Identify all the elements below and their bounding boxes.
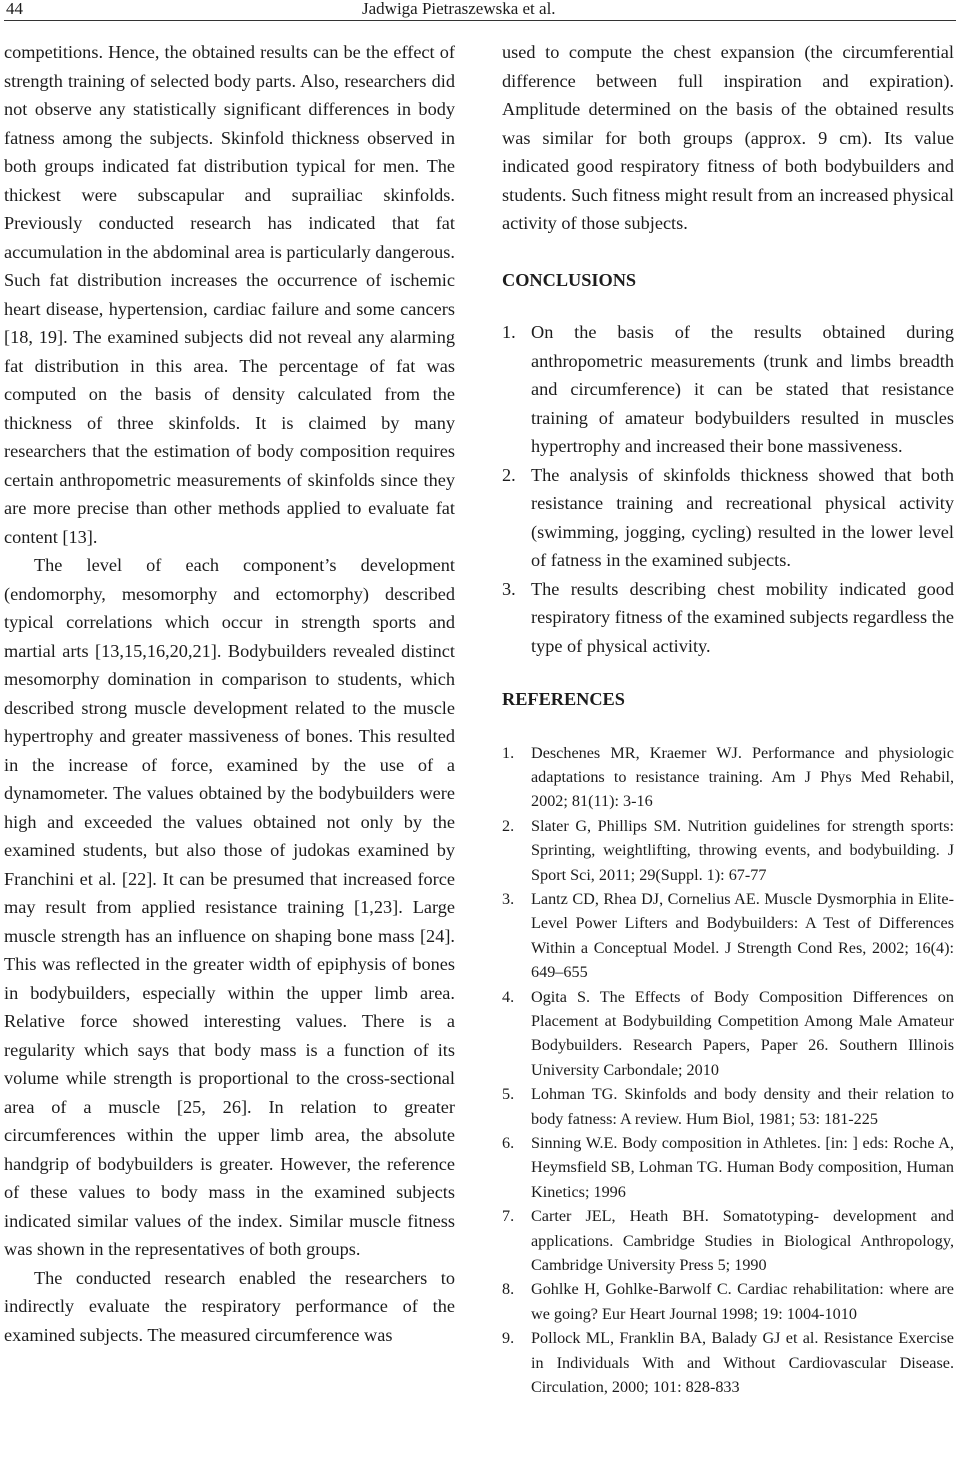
reference-item bbox=[502, 887, 954, 985]
conclusion-text: On the basis of the results obtained during anthropometric measurements (trunk and limbs breadth and circumference) it can be stated that resistance training of amateur bodybuilders resulted in muscles hypertrophy and increased their bone massiveness. bbox=[531, 322, 954, 456]
conclusion-text: The analysis of skinfolds thickness showed that both resistance training and recreational physical activity (swimming, jogging, cycling) resulted in the lower level of fatness in the examined subjects. bbox=[531, 464, 954, 570]
reference-number: 8. bbox=[502, 1280, 515, 1299]
references-list bbox=[502, 741, 954, 1400]
reference-text: Gohlke H, Gohlke-Barwolf C. Cardiac rehabilitation: where are we going? Eur Heart Journal 1998; 19: 1004-1010 bbox=[531, 1280, 954, 1323]
reference-item bbox=[502, 1131, 954, 1204]
body-paragraph: used to compute the chest expansion (the circumferential difference between full inspiration and expiration). Amplitude determined on the basis of the obtained results was similar for both groups (approx. 9 cm). Its value indicated good respiratory fitness of both bodybuilders and students. Such fitness might result from an increased physical activity of those subjects. bbox=[502, 42, 954, 233]
conclusion-item bbox=[502, 575, 954, 661]
reference-text: Pollock ML, Franklin BA, Balady GJ et al. Resistance Exercise in Individuals With and Without Cardiovascular Disease. Circulation, 2000; 101: 828-833 bbox=[531, 1329, 954, 1397]
reference-text: Carter JEL, Heath BH. Somatotyping- development and applications. Cambridge Studies in Biological Anthropology, Cambridge University Press 5; 1990 bbox=[531, 1207, 954, 1275]
body-paragraph: The conducted research enabled the researchers to indirectly evaluate the respiratory performance of the examined subjects. The measured circumference was bbox=[4, 1267, 455, 1345]
reference-number: 2. bbox=[502, 816, 515, 835]
reference-text: Ogita S. The Effects of Body Composition Differences on Placement at Bodybuilding Competition Among Male Amateur Bodybuilders. Research Papers, Paper 26. Southern Illinois University Carbondale; 2010 bbox=[531, 987, 954, 1079]
page-header bbox=[4, 0, 956, 21]
reference-item bbox=[502, 1326, 954, 1399]
reference-text: Slater G, Phillips SM. Nutrition guidelines for strength sports: Sprinting, weightlifting, throwing events, and bodybuilding. J Sport Sci, 2011; 29(Suppl. 1): 67-77 bbox=[531, 816, 954, 884]
reference-number: 4. bbox=[502, 987, 515, 1006]
reference-text: Sinning W.E. Body composition in Athletes. [in: ] eds: Roche A, Heymsfield SB, Lohman TG. Human Body composition, Human Kinetics; 1996 bbox=[531, 1134, 954, 1201]
running-head: Jadwiga Pietraszewska et al. bbox=[362, 0, 556, 18]
reference-text: Lantz CD, Rhea DJ, Cornelius AE. Muscle Dysmorphia in Elite-Level Power Lifters and Bodybuilders: A Test of Differences Within a Conceptual Model. J Strength Cond Res, 2002; 16(4): 649–655 bbox=[531, 889, 954, 982]
body-paragraph: The level of each component’s development (endomorphy, mesomorphy and ectomorphy) described typical correlations which occur in strength sports and martial arts [13,15,16,20,21]. Bodybuilders revealed distinct mesomorphy domination in comparison to students, which described strong muscle development related to the muscle hypertrophy and greater massiveness of bones. This resulted in the increase of force, examined by the use of a dynamometer. The values obtained by the bodybuilders were high and exceeded the values obtained not only by the examined students, but also those of judokas examined by Franchini et al. [22]. It can be presumed that increased force may result from applied resistance training [1,23]. Large muscle strength has an influence on shaping bone mass [24]. This was reflected in the greater width of epiphysis of bones in bodybuilders, especially within the upper limb area. Relative force showed interesting values. There is a regularity which says that body mass is a function of its volume while strength is proportional to the cross-sectional area of a muscle [25, 26]. In relation to greater circumferences within the upper limb area, the absolute handgrip of bodybuilders is greater. However, the reference of these values to body mass in the examined subjects indicated similar values of the index. Similar muscle fitness was shown in the representatives of both groups. bbox=[4, 555, 455, 1259]
reference-item bbox=[502, 814, 954, 887]
reference-item bbox=[502, 1204, 954, 1277]
reference-number: 6. bbox=[502, 1134, 515, 1152]
reference-item bbox=[502, 1082, 954, 1131]
conclusion-number: 3. bbox=[502, 578, 516, 599]
conclusions-list bbox=[502, 318, 954, 660]
conclusions-heading: CONCLUSIONS bbox=[502, 269, 637, 290]
conclusion-item bbox=[502, 461, 954, 575]
right-column bbox=[502, 38, 954, 1399]
reference-number: 5. bbox=[502, 1085, 515, 1104]
conclusion-number: 1. bbox=[502, 322, 516, 342]
reference-number: 3. bbox=[502, 889, 515, 908]
reference-item bbox=[502, 985, 954, 1083]
conclusion-number: 2. bbox=[502, 464, 516, 485]
left-column bbox=[4, 38, 455, 1349]
page-number: 44 bbox=[6, 0, 23, 18]
reference-number: 1. bbox=[502, 743, 515, 762]
body-paragraph: competitions. Hence, the obtained results can be the effect of strength training of selected body parts. Also, researchers did not observe any statistically significant differences in body fatness among the subjects. Skinfold thickness observed in both groups indicated fat distribution typical for men. The thickest were subscapular and suprailiac skinfolds. Previously conducted research has indicated that fat accumulation in the abdominal area is particularly dangerous. Such fat distribution increases the occurrence of ischemic heart disease, hypertension, cardiac failure and some cancers [18, 19]. The examined subjects did not reveal any alarming fat distribution in this area. The percentage of fat was computed on the basis of density calculated from the thickness of three skinfolds. It is claimed by many researchers that the estimation of body composition requires certain anthropometric measurements of skinfolds since they are more precise than other methods applied to evaluate fat content [13]. bbox=[4, 42, 455, 547]
reference-number: 7. bbox=[502, 1207, 515, 1226]
reference-text: Lohman TG. Skinfolds and body density and their relation to body fatness: A review. Hum Biol, 1981; 53: 181-225 bbox=[531, 1085, 954, 1128]
reference-item bbox=[502, 741, 954, 814]
references-heading: REFERENCES bbox=[502, 689, 625, 709]
conclusion-item bbox=[502, 318, 954, 461]
reference-text: Deschenes MR, Kraemer WJ. Performance and physiologic adaptations to resistance training. Am J Phys Med Rehabil, 2002; 81(11): 3-16 bbox=[531, 743, 954, 811]
conclusion-text: The results describing chest mobility indicated good respiratory fitness of the examined subjects regardless the type of physical activity. bbox=[531, 578, 954, 656]
reference-number: 9. bbox=[502, 1329, 515, 1348]
reference-item bbox=[502, 1277, 954, 1326]
